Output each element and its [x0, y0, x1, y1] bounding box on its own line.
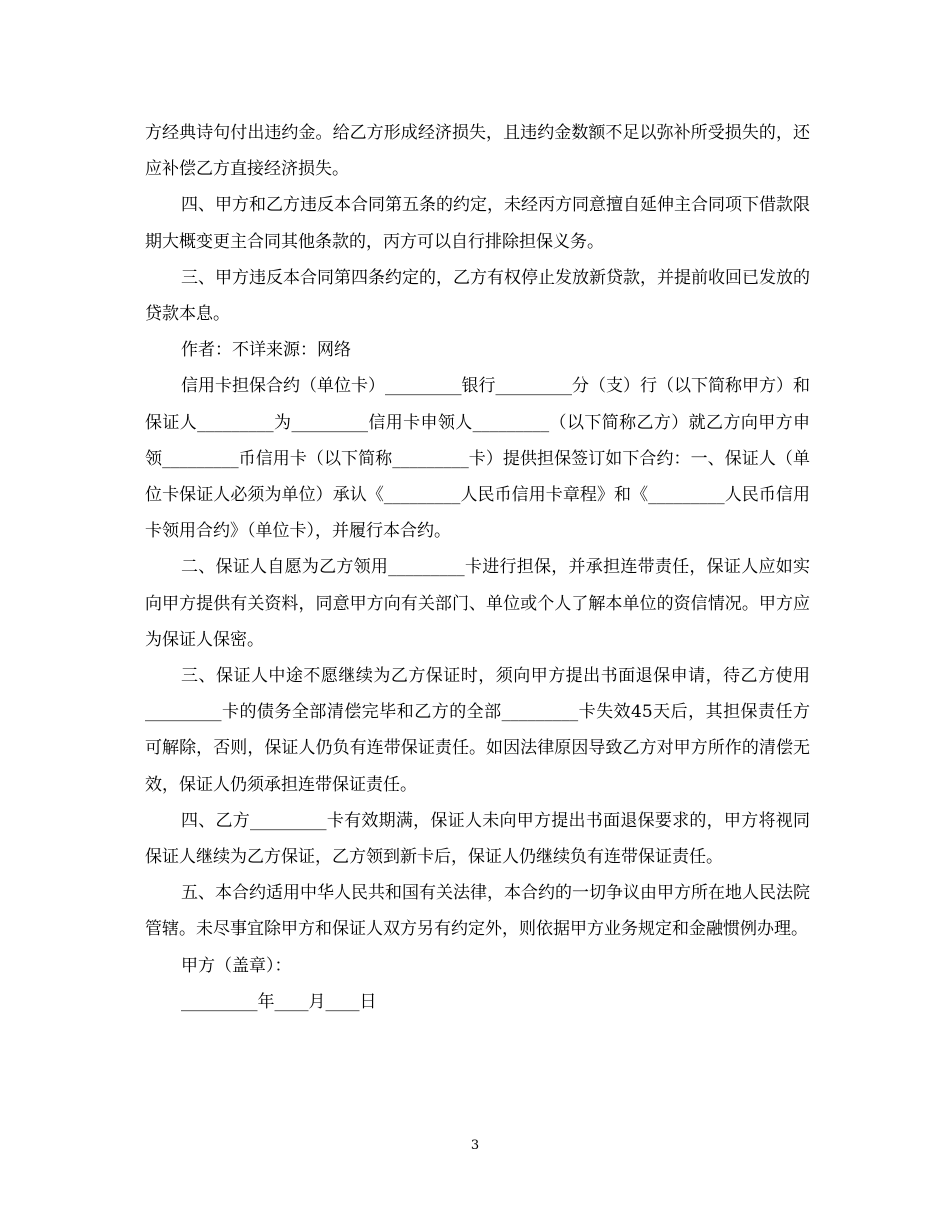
- date-line: _________年____月____日: [181, 991, 377, 1012]
- paragraph-breach-continuation: 方经典诗句付出违约金。给乙方形成经济损失，且违约金数额不足以弥补所受损失的，还应补偿乙方直接经济损失。: [145, 123, 810, 180]
- document-body: [145, 115, 810, 1020]
- paragraph-clause-four-guarantee-release: 四、甲方和乙方违反本合同第五条的约定，未经丙方同意擅自延伸主合同项下借款限期大概变更主合同其他条款的，丙方可以自行排除担保义务。: [145, 195, 810, 252]
- page-number: 3: [470, 1138, 480, 1153]
- party-a-seal-line: 甲方（盖章）：: [181, 955, 292, 976]
- paragraph-clause-five: 五、本合约适用中华人民共和国有关法律，本合约的一切争议由甲方所在地人民法院管辖。未尽事宜除甲方和保证人双方另有约定外，则依据甲方业务规定和金融惯例办理。: [145, 883, 810, 940]
- paragraph-clause-three: 三、保证人中途不愿继续为乙方保证时，须向甲方提出书面退保申请，待乙方使用_________卡的债务全部清偿完毕和乙方的全部_________卡失效45天后，其担保责任方可解除，否则，保证人仍负有连带保证责任。如因法律原因导致乙方对甲方所作的清偿无效，保证人仍须承担连带保证责任。: [145, 666, 810, 795]
- paragraph-clause-three-stop-loans: 三、甲方违反本合同第四条约定的，乙方有权停止发放新贷款，并提前收回已发放的贷款本息。: [145, 267, 810, 325]
- paragraph-author-source: 作者：不详来源：网络: [181, 340, 351, 361]
- paragraph-credit-card-contract-intro: 信用卡担保合约（单位卡）_________银行_________分（支）行（以下简称甲方）和保证人_________为_________信用卡申领人_________（以下简称乙方）就乙方向甲方申领_________币信用卡（以下简称_________卡）提供担保签订如下合约：一、保证人（单位卡保证人必须为单位）承认《_________人民币信用卡章程》和《_________人民币信用卡领用合约》（单位卡），并履行本合约。: [145, 376, 810, 542]
- paragraph-clause-four: 四、乙方_________卡有效期满，保证人未向甲方提出书面退保要求的，甲方将视同保证人继续为乙方保证，乙方领到新卡后，保证人仍继续负有连带保证责任。: [145, 810, 810, 868]
- paragraph-clause-two: 二、保证人自愿为乙方领用_________卡进行担保，并承担连带责任，保证人应如实向甲方提供有关资料，同意甲方向有关部门、单位或个人了解本单位的资信情况。甲方应为保证人保密。: [145, 557, 810, 650]
